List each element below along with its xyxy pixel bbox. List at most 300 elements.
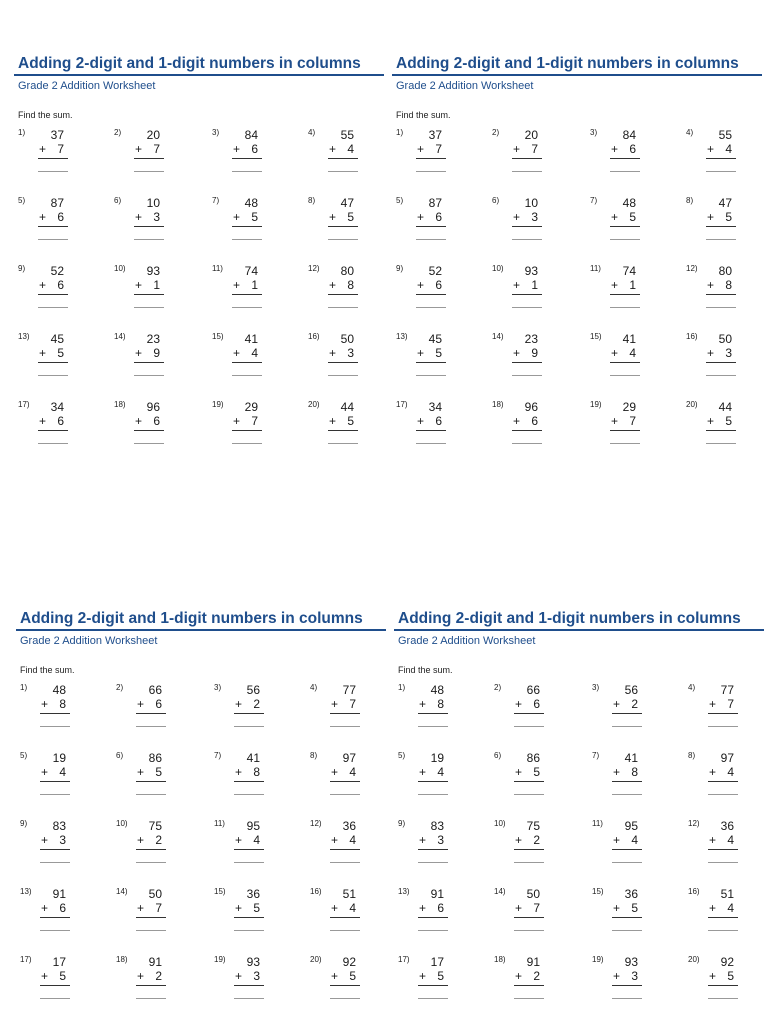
- problem-number: 8): [686, 196, 694, 205]
- problem-6: [116, 751, 186, 807]
- sum-line: [706, 430, 736, 431]
- problem-top-operand: 48: [52, 683, 66, 697]
- answer-blank[interactable]: [328, 307, 358, 308]
- problem-bottom-operand: 7: [155, 901, 162, 915]
- plus-sign: +: [513, 210, 521, 224]
- problem-15: [592, 887, 662, 943]
- problem-15: [590, 332, 660, 388]
- answer-blank[interactable]: [136, 930, 166, 931]
- problem-number: 9): [398, 819, 406, 828]
- plus-sign: +: [513, 142, 521, 156]
- problem-17: [18, 400, 88, 456]
- problem-top-operand: 20: [146, 128, 160, 142]
- answer-blank[interactable]: [416, 239, 446, 240]
- plus-sign: +: [611, 346, 619, 360]
- sum-line: [514, 713, 544, 714]
- answer-blank[interactable]: [418, 726, 448, 727]
- answer-blank[interactable]: [612, 726, 642, 727]
- answer-blank[interactable]: [328, 443, 358, 444]
- sum-line: [328, 226, 358, 227]
- sum-line: [612, 849, 642, 850]
- problem-bottom-operand: 7: [57, 142, 64, 156]
- problem-top-operand: 93: [624, 955, 638, 969]
- answer-blank[interactable]: [234, 862, 264, 863]
- plus-sign: +: [707, 142, 715, 156]
- problem-bottom-operand: 8: [253, 765, 260, 779]
- answer-blank[interactable]: [234, 794, 264, 795]
- answer-blank[interactable]: [134, 443, 164, 444]
- problem-bottom-operand: 7: [629, 414, 636, 428]
- problem-number: 18): [116, 955, 128, 964]
- answer-blank[interactable]: [234, 930, 264, 931]
- problem-number: 12): [308, 264, 320, 273]
- answer-blank[interactable]: [612, 998, 642, 999]
- problem-5: [398, 751, 468, 807]
- problem-number: 10): [492, 264, 504, 273]
- problem-12: [308, 264, 378, 320]
- problem-top-operand: 55: [340, 128, 354, 142]
- answer-blank[interactable]: [706, 375, 736, 376]
- answer-blank[interactable]: [38, 375, 68, 376]
- problem-1: [398, 683, 468, 739]
- plus-sign: +: [611, 142, 619, 156]
- problem-11: [592, 819, 662, 875]
- problem-bottom-operand: 1: [153, 278, 160, 292]
- problem-12: [688, 819, 758, 875]
- problem-number: 3): [590, 128, 598, 137]
- problem-9: [20, 819, 90, 875]
- answer-blank[interactable]: [232, 375, 262, 376]
- answer-blank[interactable]: [234, 998, 264, 999]
- problem-top-operand: 91: [52, 887, 66, 901]
- problem-12: [310, 819, 380, 875]
- problem-number: 1): [396, 128, 404, 137]
- answer-blank[interactable]: [136, 862, 166, 863]
- problem-bottom-operand: 4: [349, 765, 356, 779]
- problem-top-operand: 34: [50, 400, 64, 414]
- sum-line: [610, 294, 640, 295]
- problem-number: 13): [398, 887, 410, 896]
- answer-blank[interactable]: [328, 375, 358, 376]
- answer-blank[interactable]: [134, 375, 164, 376]
- answer-blank[interactable]: [330, 794, 360, 795]
- answer-blank[interactable]: [40, 794, 70, 795]
- sum-line: [330, 781, 360, 782]
- answer-blank[interactable]: [708, 998, 738, 999]
- plus-sign: +: [419, 969, 427, 983]
- problem-bottom-operand: 5: [155, 765, 162, 779]
- worksheet-instructions: Find the sum.: [20, 665, 75, 675]
- sum-line: [512, 294, 542, 295]
- problem-top-operand: 36: [342, 819, 356, 833]
- worksheet-3: [16, 609, 386, 1009]
- problem-top-operand: 93: [246, 955, 260, 969]
- problem-number: 10): [114, 264, 126, 273]
- problem-number: 2): [116, 683, 124, 692]
- answer-blank[interactable]: [328, 239, 358, 240]
- problem-number: 13): [18, 332, 30, 341]
- problem-bottom-operand: 7: [349, 697, 356, 711]
- problem-top-operand: 93: [146, 264, 160, 278]
- answer-blank[interactable]: [232, 239, 262, 240]
- plus-sign: +: [331, 697, 339, 711]
- plus-sign: +: [135, 414, 143, 428]
- plus-sign: +: [709, 901, 717, 915]
- plus-sign: +: [41, 901, 49, 915]
- problem-top-operand: 97: [342, 751, 356, 765]
- problem-bottom-operand: 9: [531, 346, 538, 360]
- problem-14: [114, 332, 184, 388]
- answer-blank[interactable]: [512, 171, 542, 172]
- problem-bottom-operand: 6: [533, 697, 540, 711]
- worksheet-title: Adding 2-digit and 1-digit numbers in columns: [16, 609, 386, 631]
- problem-bottom-operand: 2: [533, 833, 540, 847]
- plus-sign: +: [329, 142, 337, 156]
- answer-blank[interactable]: [330, 862, 360, 863]
- problem-bottom-operand: 4: [253, 833, 260, 847]
- answer-blank[interactable]: [610, 375, 640, 376]
- worksheet-instructions: Find the sum.: [18, 110, 73, 120]
- problem-20: [310, 955, 380, 1011]
- problem-bottom-operand: 2: [155, 833, 162, 847]
- problem-bottom-operand: 4: [349, 901, 356, 915]
- plus-sign: +: [137, 697, 145, 711]
- problem-bottom-operand: 4: [631, 833, 638, 847]
- answer-blank[interactable]: [514, 998, 544, 999]
- problem-top-operand: 66: [526, 683, 540, 697]
- answer-blank[interactable]: [38, 239, 68, 240]
- answer-blank[interactable]: [612, 794, 642, 795]
- sum-line: [418, 985, 448, 986]
- answer-blank[interactable]: [232, 443, 262, 444]
- problem-13: [18, 332, 88, 388]
- answer-blank[interactable]: [40, 726, 70, 727]
- answer-blank[interactable]: [708, 930, 738, 931]
- sum-line: [512, 158, 542, 159]
- problem-top-operand: 50: [526, 887, 540, 901]
- problem-14: [116, 887, 186, 943]
- plus-sign: +: [513, 414, 521, 428]
- answer-blank[interactable]: [232, 307, 262, 308]
- problem-number: 16): [686, 332, 698, 341]
- answer-blank[interactable]: [416, 307, 446, 308]
- problem-number: 5): [18, 196, 26, 205]
- answer-blank[interactable]: [418, 794, 448, 795]
- problem-bottom-operand: 4: [727, 765, 734, 779]
- problem-14: [492, 332, 562, 388]
- problem-bottom-operand: 3: [631, 969, 638, 983]
- problem-number: 7): [214, 751, 222, 760]
- problem-top-operand: 77: [342, 683, 356, 697]
- plus-sign: +: [707, 414, 715, 428]
- sum-line: [708, 713, 738, 714]
- problem-bottom-operand: 7: [727, 697, 734, 711]
- problem-bottom-operand: 5: [727, 969, 734, 983]
- problem-top-operand: 96: [524, 400, 538, 414]
- plus-sign: +: [613, 833, 621, 847]
- sum-line: [514, 849, 544, 850]
- problem-bottom-operand: 4: [59, 765, 66, 779]
- answer-blank[interactable]: [706, 307, 736, 308]
- problem-number: 9): [18, 264, 26, 273]
- problem-number: 4): [686, 128, 694, 137]
- answer-blank[interactable]: [610, 239, 640, 240]
- answer-blank[interactable]: [234, 726, 264, 727]
- problem-13: [396, 332, 466, 388]
- problem-top-operand: 83: [430, 819, 444, 833]
- problem-4: [686, 128, 756, 184]
- problem-number: 17): [396, 400, 408, 409]
- problem-top-operand: 74: [622, 264, 636, 278]
- answer-blank[interactable]: [416, 443, 446, 444]
- problem-bottom-operand: 8: [59, 697, 66, 711]
- problem-top-operand: 44: [340, 400, 354, 414]
- problem-16: [688, 887, 758, 943]
- problem-number: 14): [116, 887, 128, 896]
- plus-sign: +: [233, 210, 241, 224]
- answer-blank[interactable]: [40, 930, 70, 931]
- problem-4: [688, 683, 758, 739]
- sum-line: [512, 226, 542, 227]
- problem-bottom-operand: 5: [347, 210, 354, 224]
- sum-line: [416, 362, 446, 363]
- problem-number: 2): [494, 683, 502, 692]
- sum-line: [418, 917, 448, 918]
- answer-blank[interactable]: [514, 726, 544, 727]
- problem-bottom-operand: 5: [251, 210, 258, 224]
- answer-blank[interactable]: [708, 794, 738, 795]
- answer-blank[interactable]: [706, 443, 736, 444]
- answer-blank[interactable]: [40, 998, 70, 999]
- problem-top-operand: 56: [624, 683, 638, 697]
- answer-blank[interactable]: [418, 862, 448, 863]
- answer-blank[interactable]: [612, 930, 642, 931]
- plus-sign: +: [419, 901, 427, 915]
- plus-sign: +: [137, 969, 145, 983]
- problem-top-operand: 74: [244, 264, 258, 278]
- problem-6: [114, 196, 184, 252]
- problem-top-operand: 45: [428, 332, 442, 346]
- problem-bottom-operand: 4: [349, 833, 356, 847]
- answer-blank[interactable]: [330, 930, 360, 931]
- answer-blank[interactable]: [706, 171, 736, 172]
- answer-blank[interactable]: [512, 239, 542, 240]
- problem-number: 19): [590, 400, 602, 409]
- sum-line: [610, 362, 640, 363]
- sum-line: [416, 430, 446, 431]
- sum-line: [330, 713, 360, 714]
- problem-bottom-operand: 6: [57, 278, 64, 292]
- problem-number: 8): [308, 196, 316, 205]
- sum-line: [514, 917, 544, 918]
- problem-top-operand: 87: [50, 196, 64, 210]
- answer-blank[interactable]: [418, 998, 448, 999]
- problem-20: [686, 400, 756, 456]
- problem-number: 14): [494, 887, 506, 896]
- problem-top-operand: 17: [430, 955, 444, 969]
- problem-number: 2): [492, 128, 500, 137]
- sum-line: [234, 713, 264, 714]
- problem-14: [494, 887, 564, 943]
- answer-blank[interactable]: [136, 726, 166, 727]
- worksheet-2: [392, 54, 762, 454]
- problem-top-operand: 50: [718, 332, 732, 346]
- plus-sign: +: [419, 697, 427, 711]
- sum-line: [232, 430, 262, 431]
- sum-line: [136, 713, 166, 714]
- answer-blank[interactable]: [514, 930, 544, 931]
- problem-top-operand: 83: [52, 819, 66, 833]
- problem-16: [310, 887, 380, 943]
- problem-number: 15): [592, 887, 604, 896]
- problem-9: [398, 819, 468, 875]
- problem-number: 18): [494, 955, 506, 964]
- problem-number: 20): [686, 400, 698, 409]
- answer-blank[interactable]: [136, 998, 166, 999]
- plus-sign: +: [137, 833, 145, 847]
- sum-line: [232, 226, 262, 227]
- sum-line: [40, 849, 70, 850]
- problem-bottom-operand: 4: [727, 833, 734, 847]
- problem-number: 8): [310, 751, 318, 760]
- problem-top-operand: 55: [718, 128, 732, 142]
- answer-blank[interactable]: [418, 930, 448, 931]
- plus-sign: +: [329, 346, 337, 360]
- answer-blank[interactable]: [416, 171, 446, 172]
- problem-top-operand: 48: [622, 196, 636, 210]
- problem-bottom-operand: 8: [725, 278, 732, 292]
- problem-number: 18): [492, 400, 504, 409]
- plus-sign: +: [417, 278, 425, 292]
- plus-sign: +: [707, 346, 715, 360]
- answer-blank[interactable]: [512, 443, 542, 444]
- problem-number: 14): [492, 332, 504, 341]
- problem-top-operand: 92: [720, 955, 734, 969]
- problem-bottom-operand: 6: [629, 142, 636, 156]
- problem-number: 5): [398, 751, 406, 760]
- answer-blank[interactable]: [232, 171, 262, 172]
- problem-number: 3): [212, 128, 220, 137]
- problem-number: 19): [592, 955, 604, 964]
- problem-number: 16): [310, 887, 322, 896]
- sum-line: [134, 158, 164, 159]
- problem-number: 20): [308, 400, 320, 409]
- answer-blank[interactable]: [512, 375, 542, 376]
- problem-9: [396, 264, 466, 320]
- problem-top-operand: 37: [428, 128, 442, 142]
- answer-blank[interactable]: [706, 239, 736, 240]
- problem-bottom-operand: 3: [725, 346, 732, 360]
- problem-top-operand: 66: [148, 683, 162, 697]
- answer-blank[interactable]: [38, 171, 68, 172]
- plus-sign: +: [39, 142, 47, 156]
- sum-line: [136, 917, 166, 918]
- answer-blank[interactable]: [38, 307, 68, 308]
- problem-top-operand: 19: [52, 751, 66, 765]
- answer-blank[interactable]: [416, 375, 446, 376]
- problem-bottom-operand: 8: [631, 765, 638, 779]
- plus-sign: +: [235, 833, 243, 847]
- problem-number: 3): [214, 683, 222, 692]
- problem-17: [396, 400, 466, 456]
- sum-line: [706, 362, 736, 363]
- answer-blank[interactable]: [514, 862, 544, 863]
- answer-blank[interactable]: [612, 862, 642, 863]
- plus-sign: +: [709, 969, 717, 983]
- problem-bottom-operand: 5: [435, 346, 442, 360]
- problem-bottom-operand: 3: [59, 833, 66, 847]
- problem-5: [396, 196, 466, 252]
- answer-blank[interactable]: [136, 794, 166, 795]
- problem-3: [592, 683, 662, 739]
- answer-blank[interactable]: [708, 862, 738, 863]
- problem-2: [114, 128, 184, 184]
- sum-line: [708, 985, 738, 986]
- plus-sign: +: [331, 833, 339, 847]
- problem-bottom-operand: 4: [727, 901, 734, 915]
- sum-line: [418, 781, 448, 782]
- problem-number: 1): [18, 128, 26, 137]
- answer-blank[interactable]: [512, 307, 542, 308]
- answer-blank[interactable]: [134, 171, 164, 172]
- problem-5: [20, 751, 90, 807]
- sum-line: [234, 917, 264, 918]
- problem-top-operand: 45: [50, 332, 64, 346]
- problem-number: 12): [688, 819, 700, 828]
- answer-blank[interactable]: [40, 862, 70, 863]
- worksheet-subtitle: Grade 2 Addition Worksheet: [20, 635, 158, 647]
- problem-number: 12): [310, 819, 322, 828]
- plus-sign: +: [709, 833, 717, 847]
- plus-sign: +: [515, 833, 523, 847]
- problem-bottom-operand: 7: [533, 901, 540, 915]
- plus-sign: +: [329, 278, 337, 292]
- problem-top-operand: 86: [148, 751, 162, 765]
- answer-blank[interactable]: [610, 171, 640, 172]
- answer-blank[interactable]: [330, 726, 360, 727]
- plus-sign: +: [709, 697, 717, 711]
- answer-blank[interactable]: [134, 307, 164, 308]
- sum-line: [330, 917, 360, 918]
- problem-number: 6): [116, 751, 124, 760]
- plus-sign: +: [419, 765, 427, 779]
- sum-line: [136, 985, 166, 986]
- plus-sign: +: [613, 765, 621, 779]
- plus-sign: +: [135, 210, 143, 224]
- problem-number: 17): [398, 955, 410, 964]
- answer-blank[interactable]: [514, 794, 544, 795]
- plus-sign: +: [331, 765, 339, 779]
- problem-10: [492, 264, 562, 320]
- problem-number: 3): [592, 683, 600, 692]
- problem-17: [20, 955, 90, 1011]
- answer-blank[interactable]: [610, 307, 640, 308]
- problem-number: 6): [492, 196, 500, 205]
- answer-blank[interactable]: [134, 239, 164, 240]
- problem-number: 13): [20, 887, 32, 896]
- answer-blank[interactable]: [38, 443, 68, 444]
- answer-blank[interactable]: [328, 171, 358, 172]
- answer-blank[interactable]: [610, 443, 640, 444]
- worksheet-subtitle: Grade 2 Addition Worksheet: [396, 80, 534, 92]
- plus-sign: +: [135, 346, 143, 360]
- answer-blank[interactable]: [330, 998, 360, 999]
- problem-number: 15): [590, 332, 602, 341]
- problem-bottom-operand: 3: [531, 210, 538, 224]
- problem-top-operand: 37: [50, 128, 64, 142]
- answer-blank[interactable]: [708, 726, 738, 727]
- problem-number: 13): [396, 332, 408, 341]
